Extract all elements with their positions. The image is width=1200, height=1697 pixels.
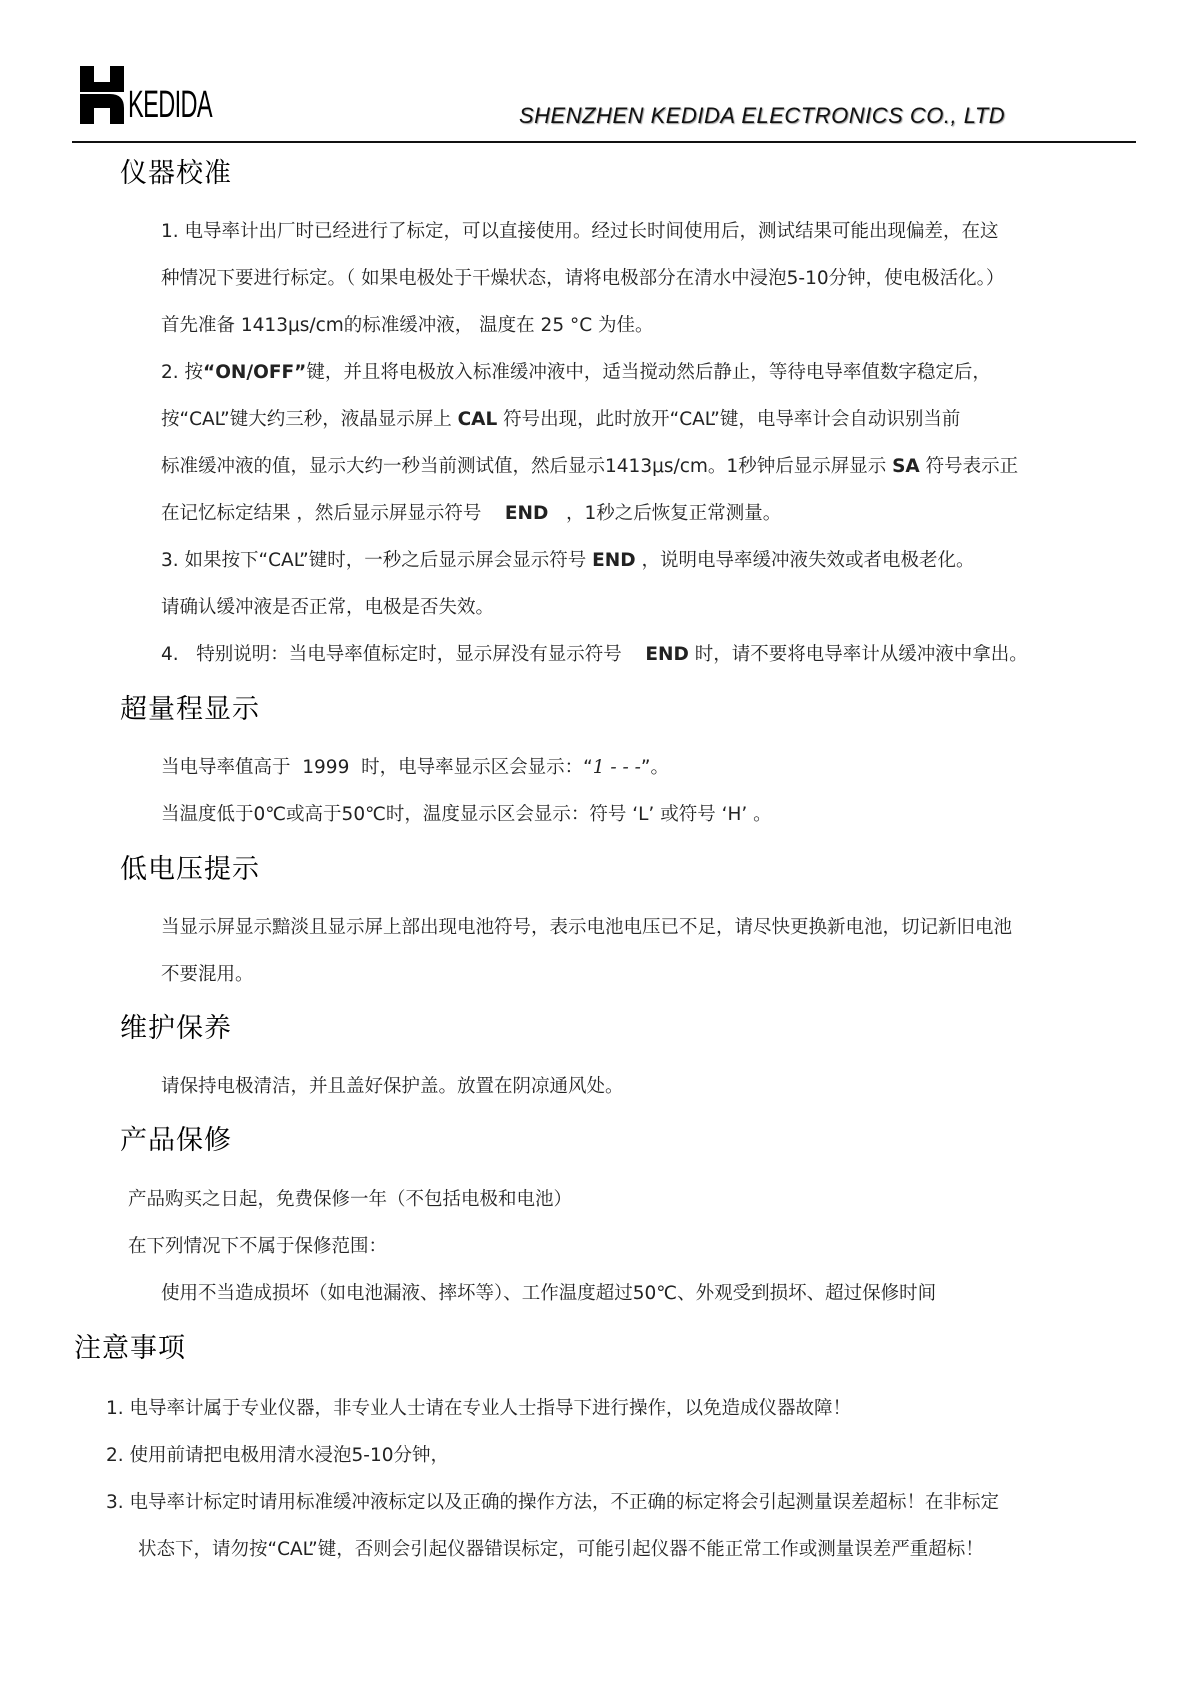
text: ，1秒之后恢复正常测量。 xyxy=(548,503,782,524)
text: 在记忆标定结果 ，然后显示屏显示符号 xyxy=(161,503,505,524)
low-voltage-line-2: 不要混用。 xyxy=(161,964,254,985)
text: 键，并且将电极放入标准缓冲液中，适当搅动然后静止，等待电导率值数字稳定后， xyxy=(306,362,991,383)
calibration-item2-line-2 xyxy=(161,408,960,432)
text: 2. 按 xyxy=(161,362,204,383)
section-title-overrange: 超量程显示 xyxy=(120,694,260,725)
overrange-line-1 xyxy=(161,756,669,780)
cal-symbol: CAL xyxy=(457,409,498,430)
text: 3. 如果按下“CAL”键时，一秒之后显示屏会显示符号 xyxy=(161,550,593,571)
section-title-warranty: 产品保修 xyxy=(120,1125,232,1156)
warranty-line-1: 产品购买之日起，免费保修一年（不包括电极和电池） xyxy=(128,1189,573,1210)
calibration-item2-line-1 xyxy=(161,361,991,385)
text: ，说明电导率缓冲液失效或者电极老化。 xyxy=(635,550,975,571)
text: 4. 特别说明：当电导率值标定时，显示屏没有显示符号 xyxy=(161,644,646,665)
warranty-line-2: 在下列情况下不属于保修范围： xyxy=(128,1236,388,1257)
logo-text: KEDIDA xyxy=(128,84,213,126)
text: ”。 xyxy=(640,757,669,778)
header-divider xyxy=(72,141,1136,143)
calibration-item2-line-4 xyxy=(161,502,781,526)
calibration-item3-line-2: 请确认缓冲液是否正常，电极是否失效。 xyxy=(161,597,495,618)
text: 符号出现，此时放开“CAL”键，电导率计会自动识别当前 xyxy=(497,409,961,430)
calibration-item2-line-3 xyxy=(161,455,1018,479)
overrange-display-value: 1 - - - xyxy=(592,757,641,778)
logo-k-mark-icon xyxy=(80,66,126,124)
overrange-line-2: 当温度低于0℃或高于50℃时，温度显示区会显示：符号 ‘L’ 或符号 ‘H’ 。 xyxy=(161,804,772,825)
text: 当电导率值高于 1999 时，电导率显示区会显示：“ xyxy=(161,757,593,778)
low-voltage-line-1: 当显示屏显示黯淡且显示屏上部出现电池符号，表示电池电压已不足，请尽快更换新电池，切记新旧电池 xyxy=(161,917,1013,938)
calibration-line-2: 种情况下要进行标定。（ 如果电极处于干燥状态，请将电极部分在清水中浸泡5-10分钟，使电极活化。） xyxy=(161,268,1005,289)
on-off-key-label: “ON/OFF” xyxy=(203,362,307,383)
section-title-maintenance: 维护保养 xyxy=(120,1013,232,1044)
kedida-logo xyxy=(80,66,260,126)
text: 时，请不要将电导率计从缓冲液中拿出。 xyxy=(688,644,1028,665)
notes-line-4: 状态下，请勿按“CAL”键，否则会引起仪器错误标定，可能引起仪器不能正常工作或测量误差严重超标！ xyxy=(138,1539,984,1560)
text: 按“CAL”键大约三秒，液晶显示屏上 xyxy=(161,409,458,430)
end-symbol: END xyxy=(645,644,689,665)
notes-line-2: 2. 使用前请把电极用清水浸泡5-10分钟， xyxy=(106,1445,450,1466)
calibration-line-1: 1. 电导率计出厂时已经进行了标定，可以直接使用。经过长时间使用后，测试结果可能出现偏差，在这 xyxy=(161,221,999,242)
text: 符号表示正 xyxy=(919,456,1019,477)
calibration-line-3: 首先准备 1413μs/cm的标准缓冲液， 温度在 25 °C 为佳。 xyxy=(161,315,654,336)
company-name: SHENZHEN KEDIDA ELECTRONICS CO., LTD xyxy=(519,103,1006,128)
end-symbol: END xyxy=(592,550,636,571)
notes-line-3: 3. 电导率计标定时请用标准缓冲液标定以及正确的操作方法，不正确的标定将会引起测量误差超标！在非标定 xyxy=(106,1492,1000,1513)
notes-line-1: 1. 电导率计属于专业仪器，非专业人士请在专业人士指导下进行操作，以免造成仪器故障！ xyxy=(106,1398,852,1419)
end-symbol: END xyxy=(504,503,549,524)
section-title-calibration: 仪器校准 xyxy=(120,158,232,189)
calibration-item3-line-1 xyxy=(161,549,974,573)
section-title-low-voltage: 低电压提示 xyxy=(120,854,260,885)
calibration-item4 xyxy=(161,643,1028,667)
section-title-notes: 注意事项 xyxy=(74,1333,186,1364)
text: 标准缓冲液的值，显示大约一秒当前测试值，然后显示1413μs/cm。1秒钟后显示屏显示 xyxy=(161,456,893,477)
sa-symbol: SA xyxy=(892,456,920,477)
warranty-line-3: 使用不当造成损坏（如电池漏液、摔坏等）、工作温度超过50℃、外观受到损坏、超过保修时间 xyxy=(161,1283,937,1304)
maintenance-line-1: 请保持电极清洁，并且盖好保护盖。放置在阴凉通风处。 xyxy=(161,1076,624,1097)
